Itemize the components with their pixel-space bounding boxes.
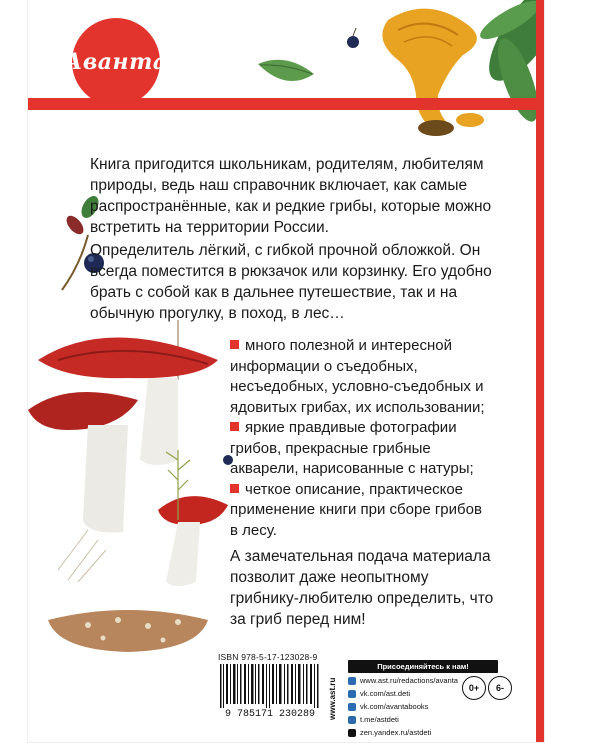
join-us-banner: Присоединяйтесь к нам! bbox=[348, 660, 498, 673]
feature-text: много полезной и интересной информации о съедобных, несъедобных, условно-съедобных и ядовитых грибах, их использовании; bbox=[230, 337, 485, 416]
isbn-label: ISBN 978-5-17-123028-9 bbox=[218, 652, 318, 662]
closing-paragraph: А замечательная подача материала позволит даже неопытному грибнику-любителю определить, что за гриб перед ним! bbox=[230, 548, 494, 628]
bullet-square-icon bbox=[230, 340, 239, 349]
social-link[interactable]: vk.com/avantabooks bbox=[348, 701, 498, 712]
publisher-logo bbox=[64, 18, 168, 106]
age-rating-0: 0+ bbox=[462, 676, 486, 700]
feature-item bbox=[230, 336, 490, 418]
barcode-image bbox=[218, 664, 322, 708]
social-link[interactable]: vk.com/ast.deti bbox=[348, 688, 498, 699]
bullet-square-icon bbox=[230, 484, 239, 493]
chanterelle-illustration bbox=[318, 0, 544, 150]
red-edge-stripe bbox=[536, 0, 544, 742]
logo-text: Аванта bbox=[64, 49, 168, 75]
web-icon bbox=[348, 677, 356, 685]
feature-item bbox=[230, 480, 490, 542]
feature-text: четкое описание, практическое применение книги при сборе грибов в лесу. bbox=[230, 480, 482, 539]
social-link[interactable]: t.me/astdeti bbox=[348, 714, 498, 725]
vk-icon bbox=[348, 690, 356, 698]
website-vertical: www.ast.ru bbox=[328, 677, 337, 720]
bullet-square-icon bbox=[230, 422, 239, 431]
red-mushrooms-illustration bbox=[28, 320, 258, 660]
social-link[interactable]: zen.yandex.ru/astdeti bbox=[348, 727, 498, 738]
feature-item bbox=[230, 418, 490, 480]
green-leaf-illustration bbox=[256, 52, 316, 92]
intro-paragraph-1: Книга пригодится школьникам, родителям, любителям природы, ведь наш справочник включает, как самые распространённые, как и редкие грибы, которые можно встретить на территории России. bbox=[90, 156, 492, 236]
telegram-icon bbox=[348, 716, 356, 724]
zen-icon bbox=[348, 729, 356, 737]
age-rating-6: 6- bbox=[488, 676, 512, 700]
intro-paragraph-2: Определитель лёгкий, с гибкой прочной обложкой. Он всегда поместится в рюкзачок или корзинку. Его удобно брать с собой как в дальнее путешествие, так и на обычную прогулку, в поход, в лес… bbox=[90, 242, 492, 322]
social-link[interactable]: www.ast.ru/redactions/avanta bbox=[348, 675, 498, 686]
feature-list bbox=[230, 336, 490, 541]
vk-icon bbox=[348, 703, 356, 711]
feature-text: яркие правдивые фотографии грибов, прекрасные грибные акварели, нарисованные с натуры; bbox=[230, 419, 474, 477]
isbn-block bbox=[218, 652, 322, 720]
barcode-number: 9 785171 230289 bbox=[224, 709, 315, 720]
